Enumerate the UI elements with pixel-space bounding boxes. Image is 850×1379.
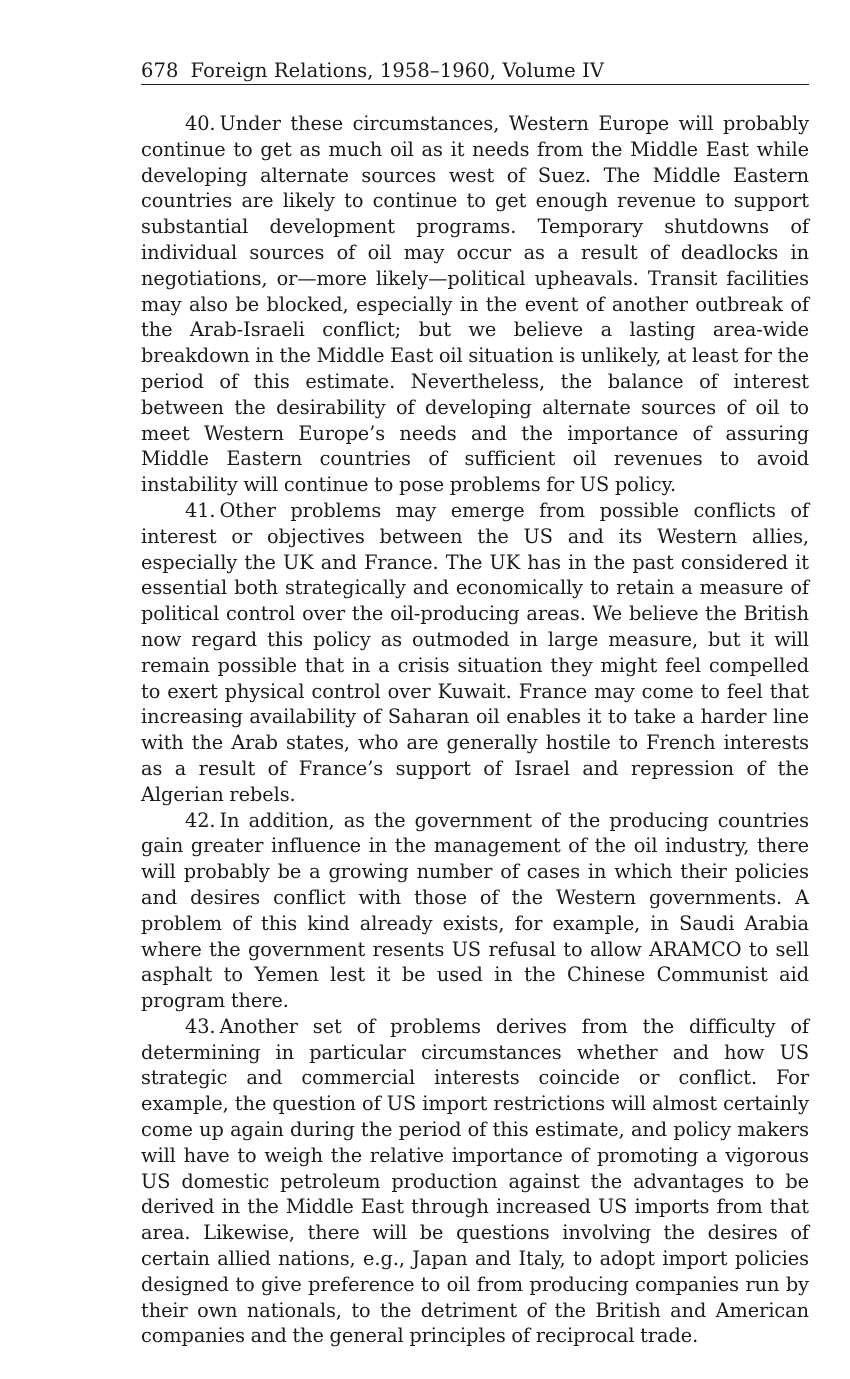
- paragraph-number: 41.: [185, 498, 216, 522]
- document-body: [141, 111, 809, 1349]
- document-page: [141, 58, 809, 1349]
- paragraph-number: 43.: [185, 1014, 216, 1038]
- running-header: [141, 58, 809, 85]
- paragraph-40: [141, 111, 809, 498]
- paragraph-text: Other problems may emerge from possible conflicts of interest or objectives between the US and its Western allies, especially the UK and France. The UK has in the past considered it essential both strategically and economically to retain a measure of political control over the oil-producing areas. We believe the British now regard this policy as outmoded in large measure, but it will remain possible that in a crisis situation they might feel compelled to exert physical control over Kuwait. France may come to feel that increasing availability of Saharan oil enables it to take a harder line with the Arab states, who are generally hostile to French interests as a result of France’s support of Israel and repression of the Algerian rebels.: [141, 498, 809, 806]
- paragraph-number: 42.: [185, 808, 216, 832]
- paragraph-number: 40.: [185, 112, 216, 135]
- paragraph-43: [141, 1014, 809, 1349]
- paragraph-text: Another set of problems derives from the difficulty of determining in particular circumstances whether and how US strategic and commercial interests coincide or conflict. For example, the question of US import restrictions will almost certainly come up again during the period of this estimate, and policy makers will have to weigh the relative importance of promoting a vigorous US domestic petroleum production against the advantages to be derived in the Middle East through increased US imports from that area. Likewise, there will be questions involving the desires of certain allied nations, e.g., Japan and Italy, to adopt import policies designed to give preference to oil from producing companies run by their own nationals, to the detriment of the British and American companies and the general principles of reciprocal trade.: [141, 1014, 809, 1348]
- running-title: Foreign Relations, 1958–1960, Volume IV: [190, 59, 605, 82]
- paragraph-text: Under these circumstances, Western Europe will probably continue to get as much oil as it needs from the Middle East while developing alternate sources west of Suez. The Middle Eastern countries are likely to continue to get enough revenue to support substantial development programs. Temporary shutdowns of individual sources of oil may occur as a result of deadlocks in negotiations, or—more likely—political upheavals. Transit facilities may also be blocked, especially in the event of another outbreak of the Arab-Israeli conflict; but we believe a lasting area-wide breakdown in the Middle East oil situation is unlikely, at least for the period of this estimate. Nevertheless, the balance of interest between the desirability of developing alternate sources of oil to meet Western Europe’s needs and the importance of assuring Middle Eastern countries of sufficient oil revenues to avoid instability will continue to pose problems for US policy.: [141, 112, 809, 497]
- paragraph-text: In addition, as the government of the producing countries gain greater influence in the management of the oil industry, there will probably be a growing number of cases in which their policies and desires conflict with those of the Western governments. A problem of this kind already exists, for example, in Saudi Arabia where the government resents US refusal to allow ARAMCO to sell asphalt to Yemen lest it be used in the Chinese Communist aid program there.: [141, 808, 809, 1013]
- page-number: 678: [141, 59, 179, 82]
- paragraph-41: [141, 498, 809, 808]
- paragraph-42: [141, 808, 809, 1014]
